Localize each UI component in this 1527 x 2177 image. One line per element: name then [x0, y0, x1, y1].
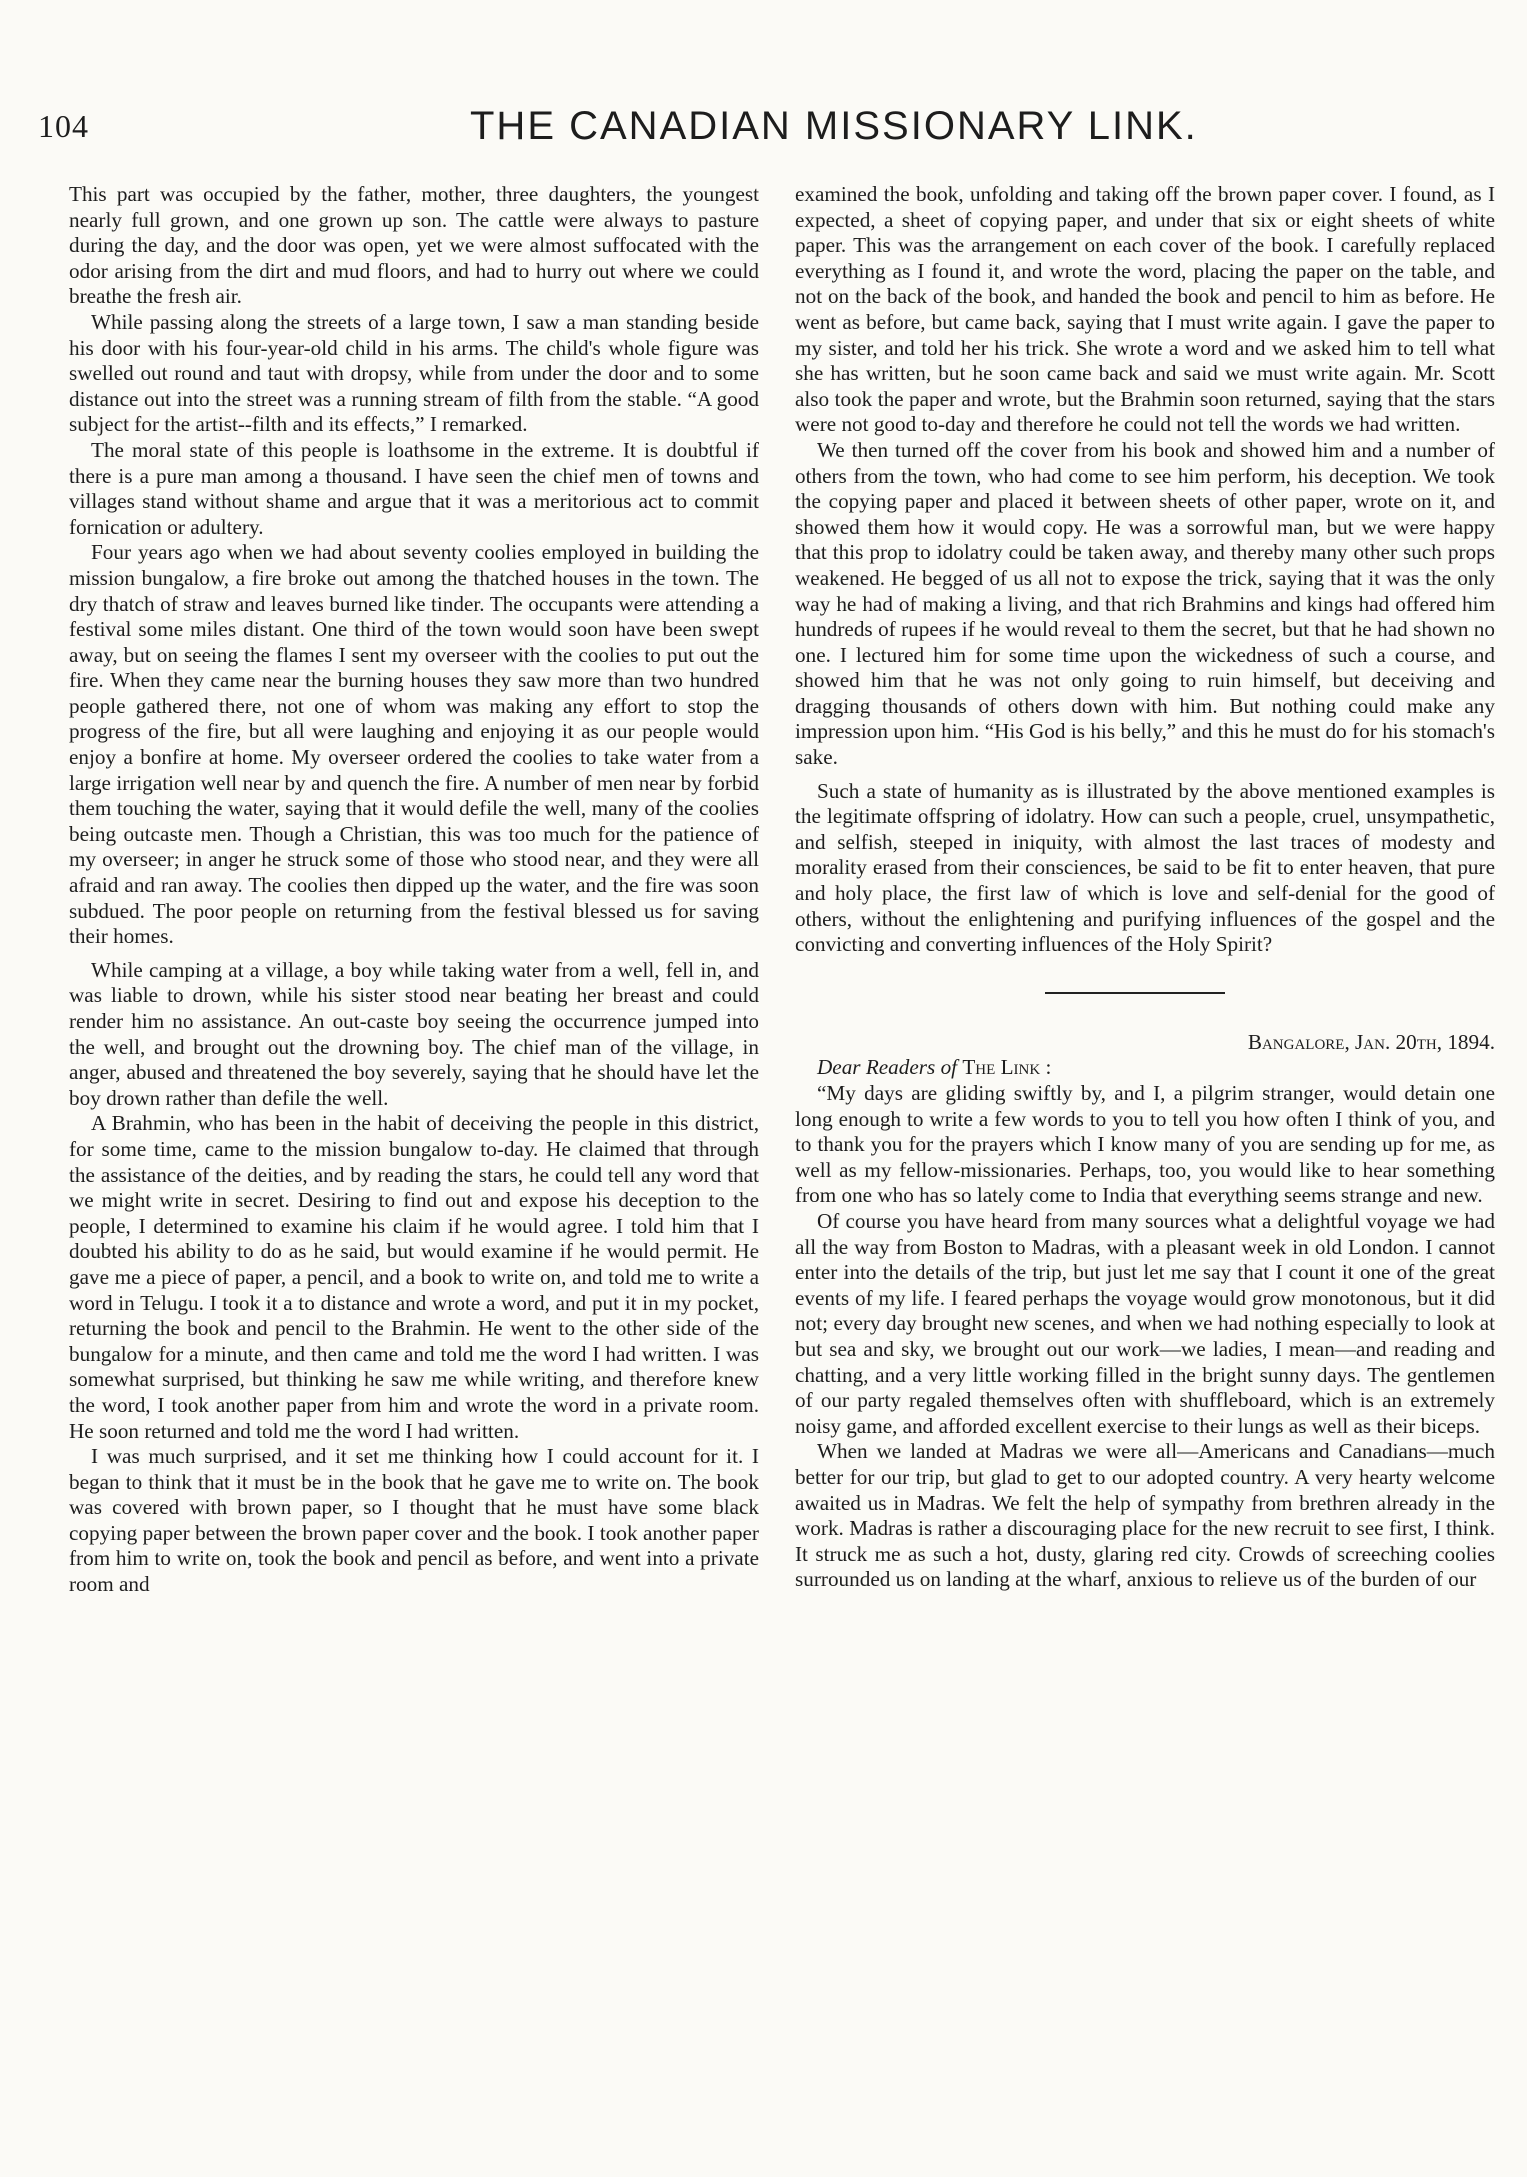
- running-title: THE CANADIAN MISSIONARY LINK.: [470, 104, 1198, 148]
- paragraph: While passing along the streets of a large town, I saw a man standing beside his door with his four-year-old child in his arms. The child's whole figure was swelled out round and taut with dropsy, while from under the door and to some distance out into the street was a running stream of filth from the stable. “A good subject for the artist--filth and its effects,” I remarked.: [69, 309, 759, 437]
- paragraph: examined the book, unfolding and taking off the brown paper cover. I found, as I expected, a sheet of copying paper, and under that six or eight sheets of white paper. This was the arrangement on each cover of the book. I carefully replaced everything as I found it, and wrote the word, placing the paper on the table, and not on the back of the book, and handed the book and pencil to him as before. He went as before, but came back, saying that I must write again. I gave the paper to my sister, and told her his trick. She wrote a word and we asked him to tell what she has written, but he soon came back and said we must write again. Mr. Scott also took the paper and wrote, but the Brahmin soon returned, saying that the stars were not good to-day and therefore he could not tell the words we had written.: [795, 182, 1495, 437]
- section-divider: [795, 958, 1495, 1030]
- paragraph: Four years ago when we had about seventy coolies employed in building the mission bungalow, a fire broke out among the thatched houses in the town. The dry thatch of straw and leaves burned like tinder. The occupants were attending a festival some miles distant. One third of the town would soon have been swept away, but on seeing the flames I sent my overseer with the coolies to put out the fire. When they came near the burning houses they saw more than two hundred people gathered there, not one of whom was making any effort to stop the progress of the fire, but all were laughing and enjoying it as our people would enjoy a bonfire at home. My overseer ordered the coolies to take water from a large irrigation well near by and quench the fire. A number of men near by forbid them touching the water, saying that it would defile the well, many of the coolies being outcaste men. Though a Christian, this was too much for the patience of my overseer; in anger he struck some of those who stood near, and they were all afraid and ran away. The coolies then dipped up the water, and the fire was soon subdued. The poor people on returning from the festival blessed us for saving their homes.: [69, 540, 759, 949]
- page-number: 104: [38, 108, 89, 144]
- letter-salutation: [795, 1055, 1495, 1081]
- divider-rule: [1045, 992, 1225, 994]
- paragraph: We then turned off the cover from his book and showed him and a number of others from the town, who had come to see him perform, his deception. We took the copying paper and placed it between sheets of other paper, wrote on it, and showed them how it would copy. He was a sorrowful man, but we were happy that this prop to idolatry could be taken away, and thereby many other such props weakened. He begged of us all not to expose the trick, saying that it was the only way he had of making a living, and that rich Brahmins and kings had offered him hundreds of rupees if he would reveal to them the secret, but that he had shown no one. I lectured him for some time upon the wickedness of such a course, and showed him that he was not only going to ruin himself, but deceiving and dragging thousands of others down with him. But nothing could make any impression upon him. “His God is his belly,” and this he must do for his stomach's sake.: [795, 437, 1495, 770]
- left-column: [69, 182, 759, 1598]
- page-header: [0, 100, 1527, 160]
- salutation-suffix: :: [1045, 1055, 1052, 1080]
- letter-paragraph: Of course you have heard from many sources what a delightful voyage we had all the way from Boston to Madras, with a pleasant week in old London. I cannot enter into the details of the trip, but just let me say that I count it one of the great events of my life. I feared perhaps the voyage would grow monotonous, but it did not; every day brought new scenes, and when we had nothing especially to look at but sea and sky, we brought out our work—we ladies, I mean—and reading and chatting, and a very little working filled in the bright sunny days. The gentlemen of our party regaled themselves often with shuffleboard, which is an extremely noisy game, and afforded excellent exercise to their lungs as well as their biceps.: [795, 1208, 1495, 1438]
- letter-paragraph: “My days are gliding swiftly by, and I, a pilgrim stranger, would detain one long enough to write a few words to you to tell you how often I think of you, and to thank you for the prayers which I know many of you are sending up for me, as well as my fellow-missionaries. Perhaps, too, you would like to hear something from one who has so lately come to India that everything seems strange and new.: [795, 1081, 1495, 1208]
- paragraph: The moral state of this people is loathsome in the extreme. It is doubtful if there is a pure man among a thousand. I have seen the chief men of towns and villages stand without shame and argue that it was a meritorious act to commit fornication or adultery.: [69, 437, 759, 539]
- right-column: [795, 182, 1495, 1593]
- paragraph: This part was occupied by the father, mother, three daughters, the youngest nearly full grown, and one grown up son. The cattle were always to pasture during the day, and the door was open, yet we were almost suffocated with the odor arising from the dirt and mud floors, and had to hurry out where we could breathe the fresh air.: [69, 182, 759, 309]
- salutation-name: The Link: [962, 1055, 1041, 1080]
- letter-dateline: Bangalore, Jan. 20th, 1894.: [1247, 1029, 1495, 1054]
- paragraph: Such a state of humanity as is illustrated by the above mentioned examples is the legitimate offspring of idolatry. How can such a people, cruel, unsympathetic, and selfish, steeped in iniquity, with almost the last traces of modesty and morality erased from their consciences, be said to be fit to enter heaven, that pure and holy place, the first law of which is love and self-denial for the good of others, without the enlightening and purifying influences of the gospel and the convicting and converting influences of the Holy Spirit?: [795, 778, 1495, 957]
- paragraph: A Brahmin, who has been in the habit of deceiving the people in this district, for some time, came to the mission bungalow to-day. He claimed that through the assistance of the deities, and by reading the stars, he could tell any word that we might write in secret. Desiring to find out and expose his deception to the people, I determined to examine his claim if he would agree. I told him that I doubted his ability to do as he said, but would examine if he would permit. He gave me a piece of paper, a pencil, and a book to write on, and told me to write a word in Telugu. I took it a to distance and wrote a word, and put it in my pocket, returning the book and pencil to the Brahmin. He went to the other side of the bungalow for a minute, and then came and told me the word I had written. I was somewhat surprised, but thinking he saw me while writing, and therefore knew the word, I took another paper from him and wrote the word in a private room. He soon returned and told me the word I had written.: [69, 1111, 759, 1443]
- salutation-prefix: Dear Readers of: [817, 1055, 958, 1080]
- paragraph: I was much surprised, and it set me thinking how I could account for it. I began to think that it must be in the book that he gave me to write on. The book was covered with brown paper, so I thought that he must have some black copying paper between the brown paper cover and the book. I took another paper from him to write on, took the book and pencil as before, and went into a private room and: [69, 1444, 759, 1597]
- letter-paragraph: When we landed at Madras we were all—Americans and Canadians—much better for our trip, but glad to get to our adopted country. A very hearty welcome awaited us in Madras. We felt the help of sympathy from brethren already in the work. Madras is rather a discouraging place for the new recruit to see first, I think. It struck me as such a hot, dusty, glaring red city. Crowds of screeching coolies surrounded us on landing at the wharf, anxious to relieve us of the burden of our: [795, 1439, 1495, 1592]
- paragraph: While camping at a village, a boy while taking water from a well, fell in, and was liable to drown, while his sister stood near beating her breast and could render him no assistance. An out-caste boy seeing the occurrence jumped into the well, and brought out the drowning boy. The chief man of the village, in anger, abused and threatened the boy severely, saying that he should have let the boy drown rather than defile the well.: [69, 957, 759, 1110]
